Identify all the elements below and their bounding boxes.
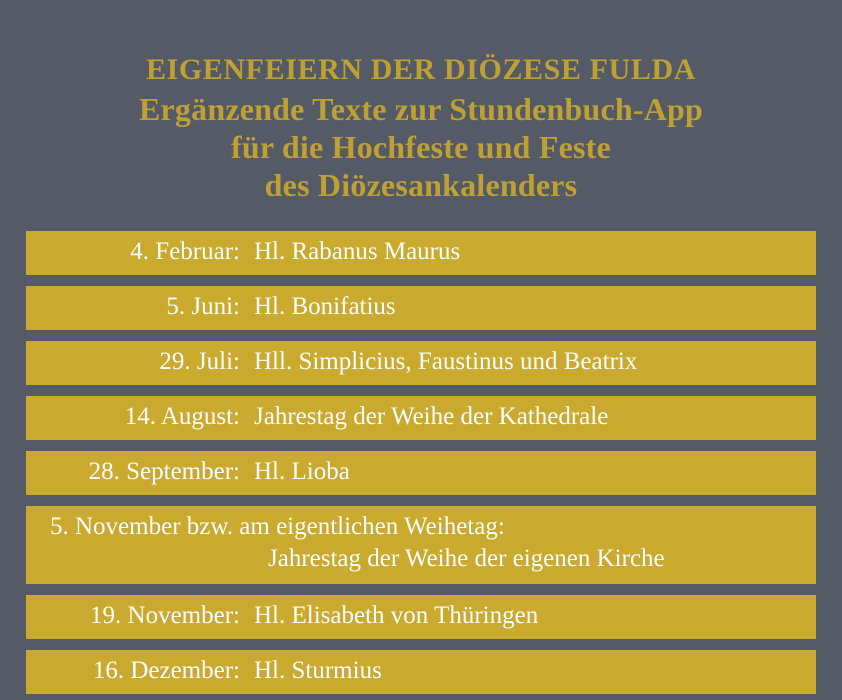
feast-date: 5. November bzw. am eigentlichen Weihetag: — [50, 512, 505, 540]
feast-title: Hl. Sturmius — [254, 656, 382, 684]
feast-title: Jahrestag der Weihe der eigenen Kirche — [268, 544, 665, 572]
list-item — [26, 650, 816, 694]
list-item — [26, 286, 816, 330]
feast-title: Hl. Elisabeth von Thüringen — [254, 601, 539, 629]
page-subtitle-line-2: für die Hochfeste und Feste — [231, 129, 611, 166]
list-item — [26, 595, 816, 639]
page-subtitle-line-3: des Diözesankalenders — [264, 166, 578, 203]
feast-title: Hl. Bonifatius — [254, 292, 396, 320]
feast-title: Hl. Rabanus Maurus — [254, 237, 461, 265]
page-title: EIGENFEIERN DER DIÖZESE FULDA — [145, 53, 696, 86]
document-header — [0, 0, 842, 205]
page-subtitle-line-1: Ergänzende Texte zur Stundenbuch-App — [138, 91, 704, 128]
list-item — [26, 506, 816, 584]
feast-date: 29. Juli: — [159, 347, 240, 375]
list-item — [26, 231, 816, 275]
feast-date: 16. Dezember: — [92, 656, 240, 684]
feast-title: Jahrestag der Weihe der Kathedrale — [254, 402, 609, 430]
list-item — [26, 341, 816, 385]
feast-date: 5. Juni: — [166, 292, 240, 320]
feast-date: 14. August: — [124, 402, 240, 430]
feast-title: Hll. Simplicius, Faustinus und Beatrix — [254, 347, 638, 375]
feast-date: 19. November: — [90, 601, 240, 629]
feast-title: Hl. Lioba — [254, 457, 350, 485]
list-item — [26, 451, 816, 495]
feast-date: 28. September: — [88, 457, 240, 485]
feast-list — [0, 231, 842, 694]
feast-date: 4. Februar: — [130, 237, 240, 265]
list-item — [26, 396, 816, 440]
